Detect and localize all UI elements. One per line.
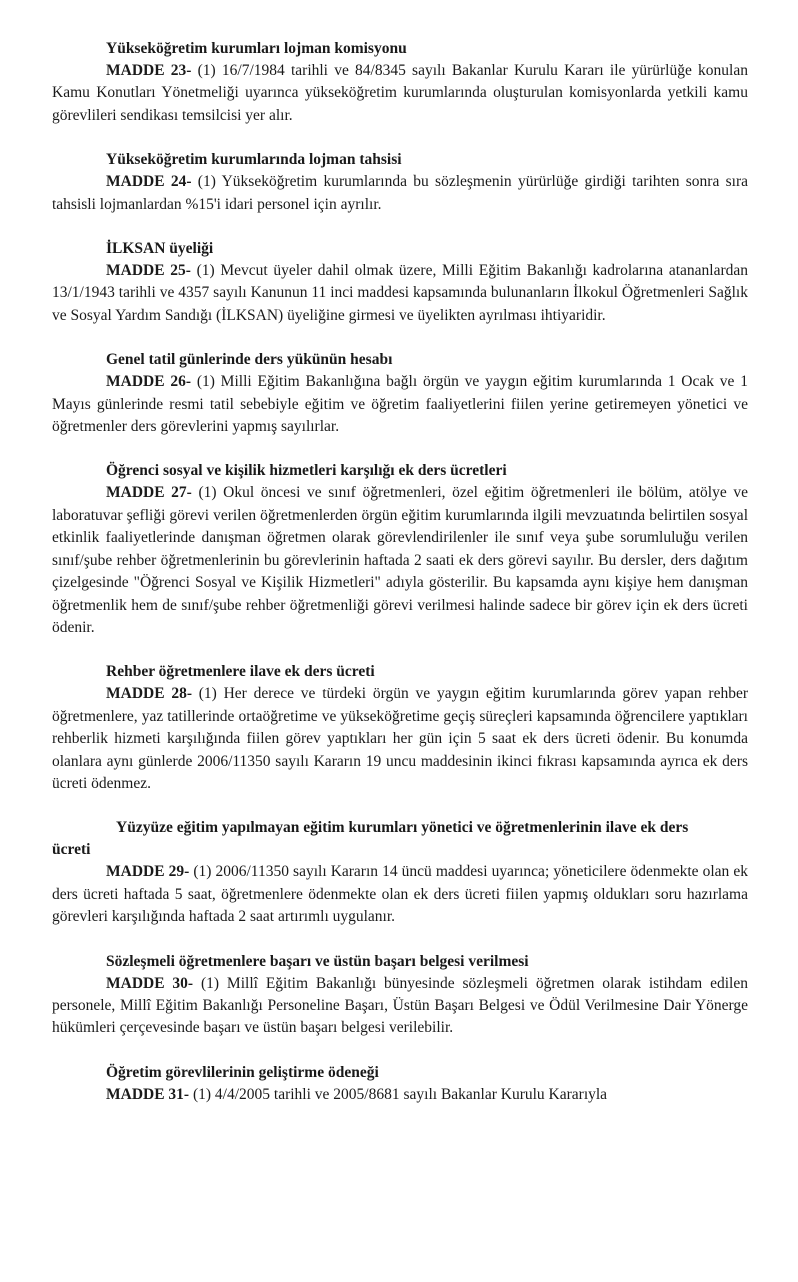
article-24 (52, 149, 748, 216)
article-body (52, 371, 748, 438)
article-heading: Sözleşmeli öğretmenlere başarı ve üstün başarı belgesi verilmesi (106, 952, 529, 970)
article-25 (52, 238, 748, 327)
article-27 (52, 460, 748, 639)
article-body (52, 861, 748, 928)
article-31 (52, 1062, 748, 1106)
article-body (52, 260, 748, 327)
article-heading: Yükseköğretim kurumlarında lojman tahsisi (106, 151, 402, 169)
article-text: (1) Okul öncesi ve sınıf öğretmenleri, özel eğitim öğretmenleri ile bölüm, atölye ve laboratuvar şefliği görevi verilen öğretmenlerden örgün eğitim kurumlarında ilgili mevzuatında belirtilen sosyal etkinlik faaliyetlerinde danışman öğretmen olarak görevlendirilenler ile sınıf veya şube sorumluluğu verilen sınıf/şube rehber öğretmenlerinin bu görevlerinin haftada 2 saati ek ders görevi sayılır. Bu dersler, ders dağıtım çizelgesinde "Öğrenci Sosyal ve Kişilik Hizmetleri" adıyla gösterilir. Bu kapsamda aynı kişiye hem danışman öğretmenlik hem de sınıf/şube rehber öğretmenliği görevi verilmesi halinde sadece bir görev için ek ders ücreti ödenir. (52, 484, 748, 636)
article-text: (1) Milli Eğitim Bakanlığına bağlı örgün ve yaygın eğitim kurumlarında 1 Ocak ve 1 Mayıs günlerinde resmi tatil sebebiyle eğitim ve öğretim faaliyetlerini fiilen yerine getiremeyen yönetici ve öğretmenler ders görevlerini yapmış sayılırlar. (52, 373, 748, 436)
article-number: MADDE 27- (106, 484, 192, 502)
article-number: MADDE 30- (106, 974, 194, 992)
article-heading-continuation: ücreti (52, 841, 91, 859)
article-text: (1) Millî Eğitim Bakanlığı bünyesinde sözleşmeli öğretmen olarak istihdam edilen personele, Millî Eğitim Bakanlığı Personeline Başarı, Üstün Başarı Belgesi ve Ödül Verilmesine Dair Yönerge hükümleri çerçevesinde başarı ve üstün başarı belgesi verilebilir. (52, 974, 748, 1037)
article-text: (1) Mevcut üyeler dahil olmak üzere, Milli Eğitim Bakanlığı kadrolarına atananlardan 13/1/1943 tarihli ve 4357 sayılı Kanunun 11 inci maddesi kapsamında bulunanların İlkokul Öğretmenleri Sağlık ve Sosyal Yardım Sandığı (İLKSAN) üyeliğine girmesi ve üyelikten ayrılması ihtiyaridir. (52, 262, 748, 324)
article-29 (52, 817, 748, 928)
article-body (52, 482, 748, 639)
article-body (52, 60, 748, 127)
article-text: (1) Yükseköğretim kurumlarında bu sözleşmenin yürürlüğe girdiği tarihten sonra sıra tahsisli lojmanlardan %15'i idari personel için ayrılır. (52, 173, 748, 213)
article-text: (1) 16/7/1984 tarihli ve 84/8345 sayılı Bakanlar Kurulu Kararı ile yürürlüğe konulan Kamu Konutları Yönetmeliği uyarınca yükseköğretim kurumlarında oluşturulan komisyonlarda yetkili kamu görevlileri sendikası temsilcisi yer alır. (52, 62, 748, 124)
article-30 (52, 951, 748, 1040)
article-text: (1) Her derece ve türdeki örgün ve yaygın eğitim kurumlarında görev yapan rehber öğretmenlere, yaz tatillerinde ortaöğretime ve yükseköğretime geçiş süreçleri kapsamında öğrencilere yaptıkları rehberlik hizmeti karşılığında fiilen görev yaptıkları her gün için 5 saat ek ders ücreti ödenir. Bu konumda olanlara aynı günlerde 2006/11350 sayılı Kararın 19 uncu maddesinin ikinci fıkrası kapsamında ayrıca ek ders ücreti ödenmez. (52, 685, 748, 792)
article-number: MADDE 25- (106, 262, 191, 280)
article-number: MADDE 29- (106, 863, 190, 881)
article-text: (1) 4/4/2005 tarihli ve 2005/8681 sayılı Bakanlar Kurulu Kararıyla (189, 1085, 608, 1103)
article-heading: Öğretim görevlilerinin geliştirme ödeneği (106, 1063, 379, 1081)
article-23 (52, 38, 748, 127)
article-number: MADDE 31- (106, 1085, 190, 1103)
article-heading: Genel tatil günlerinde ders yükünün hesabı (106, 351, 393, 369)
article-26 (52, 349, 748, 438)
article-heading: İLKSAN üyeliği (106, 240, 214, 258)
article-heading: Öğrenci sosyal ve kişilik hizmetleri karşılığı ek ders ücretleri (106, 462, 507, 480)
article-number: MADDE 23- (106, 62, 192, 79)
article-heading: Rehber öğretmenlere ilave ek ders ücreti (106, 663, 375, 681)
article-text: (1) 2006/11350 sayılı Kararın 14 üncü maddesi uyarınca; yöneticilere ödenmekte olan ek ders ücreti haftada 5 saat, öğretmenlere ödenmekte olan ek ders ücreti fiilen yapmış oldukları soru hazırlama görevleri karşılığında haftada 2 saat artırımlı uygulanır. (52, 863, 748, 926)
article-heading: Yükseköğretim kurumları lojman komisyonu (106, 40, 407, 57)
document-page (52, 38, 748, 1128)
article-body (52, 171, 748, 216)
article-body (52, 683, 748, 795)
article-heading: Yüzyüze eğitim yapılmayan eğitim kurumları yönetici ve öğretmenlerinin ilave ek ders (116, 819, 689, 837)
article-body (52, 973, 748, 1040)
article-28 (52, 661, 748, 795)
article-number: MADDE 26- (106, 373, 192, 391)
article-number: MADDE 24- (106, 173, 192, 191)
article-body (52, 1084, 748, 1106)
article-number: MADDE 28- (106, 685, 192, 703)
